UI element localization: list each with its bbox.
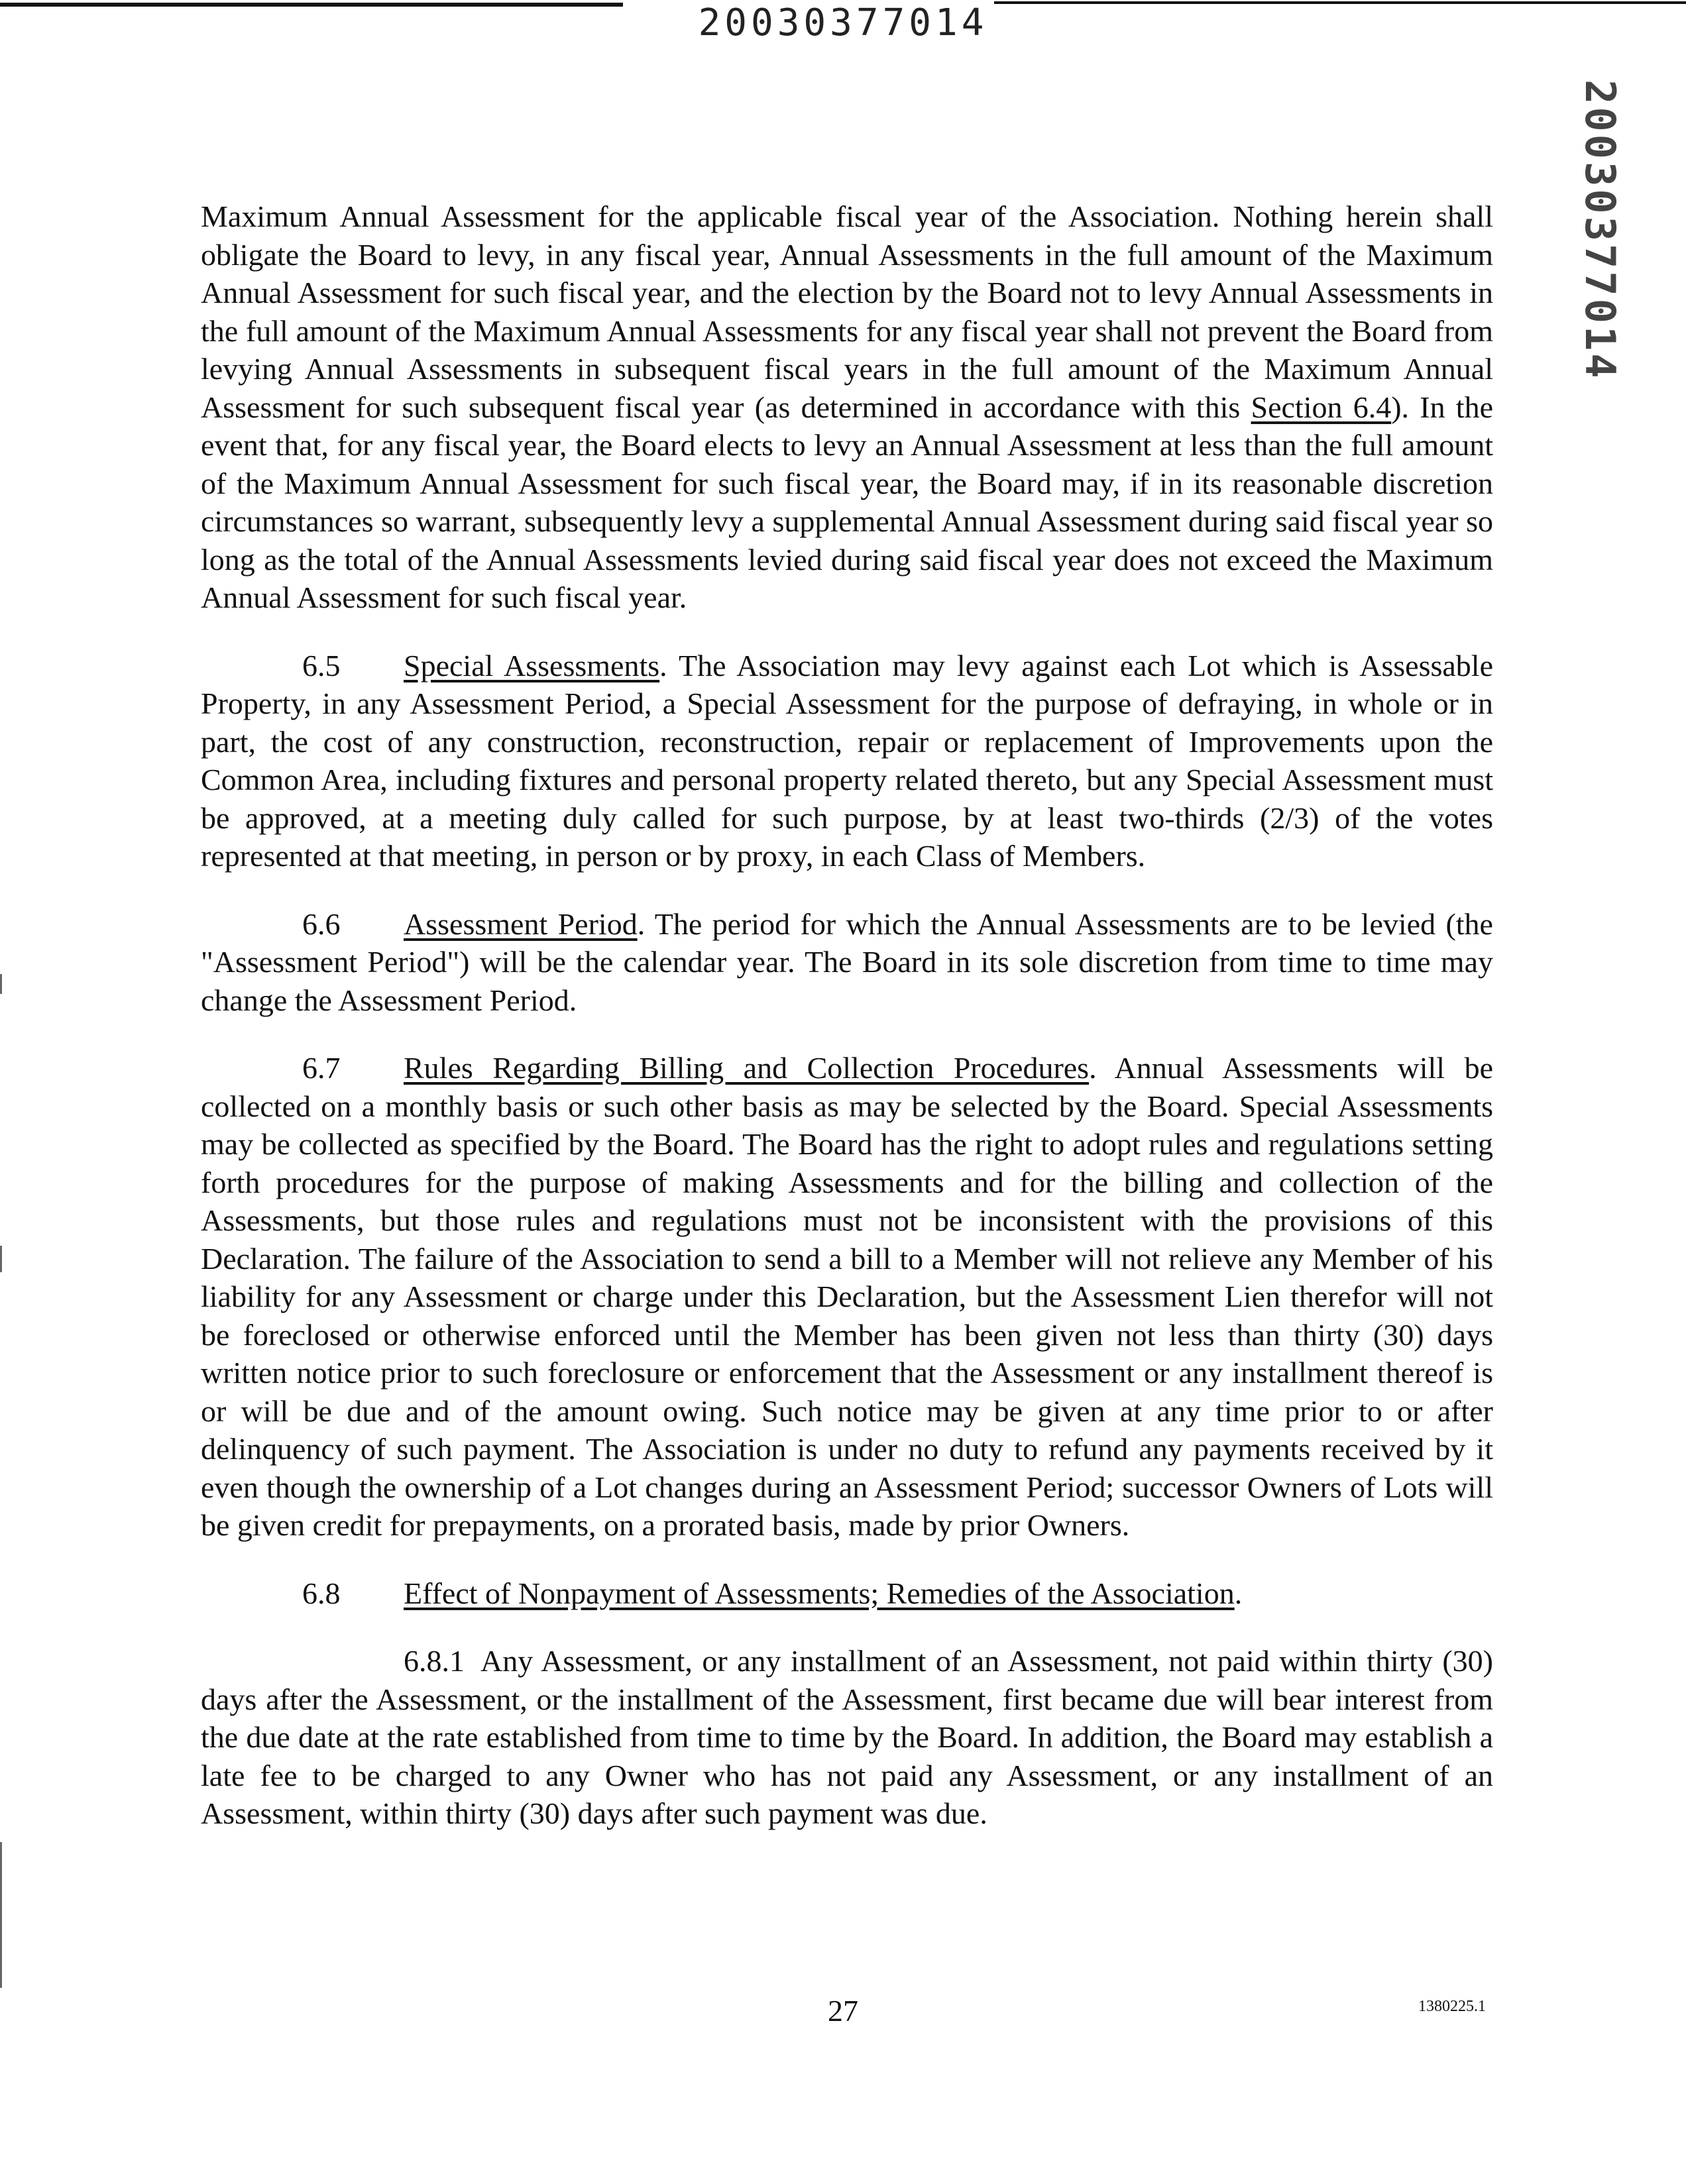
scan-edge-mark xyxy=(0,1842,2,1988)
page-number: 27 xyxy=(828,1994,858,2028)
document-code: 1380225.1 xyxy=(1418,1998,1486,2015)
section-6-8 xyxy=(201,1574,1493,1613)
section-body: . The Association may levy against each Lot which is Assessable Property, in any Assessment Period, a Special Assessment for the purpose of defraying, in whole or in part, the cost of any construction, reconstruction, repair or replacement of Improvements upon the Common Area, including fixtures and personal property related thereto, but any Special Assessment must be approved, at a meeting duly called for such purpose, by at least two-thirds (2/3) of the votes represented at that meeting, in person or by proxy, in each Class of Members. xyxy=(201,648,1493,873)
side-recording-stamp: 20030377014 xyxy=(1576,80,1624,381)
continuation-paragraph xyxy=(201,197,1493,617)
section-body: . Annual Assessments will be collected on a monthly basis or such other basis as may be selected by the Board. Special Assessments may be collected as specified by the Board. The Board has the right to adopt rules and regulations setting forth procedures for the purpose of making Assessments and for the billing and collection of the Assessments, but those rules and regulations must not be inconsistent with the provisions of this Declaration. The failure of the Association to send a bill to a Member will not relieve any Member of his liability for any Assessment or charge under this Declaration, but the Assessment Lien therefor will not be foreclosed or otherwise enforced until the Member has been given not less than thirty (30) days written notice prior to such foreclosure or enforcement that the Assessment or any installment thereof is or will be due and of the amount owing. Such notice may be given at any time prior to or after delinquency of such payment. The Association is under no duty to refund any payments received by it even though the ownership of a Lot changes during an Assessment Period; successor Owners of Lots will be given credit for prepayments, on a prorated basis, made by prior Owners. xyxy=(201,1051,1493,1542)
section-heading: Assessment Period xyxy=(404,906,638,941)
section-reference: Section 6.4 xyxy=(1251,390,1392,424)
section-heading: Effect of Nonpayment of Assessments; Remedies of the Association xyxy=(404,1576,1235,1610)
section-6-7 xyxy=(201,1049,1493,1545)
subsection-body: Any Assessment, or any installment of an Assessment, not paid within thirty (30) days after the Assessment, or the installment of the Assessment, first became due will bear interest from the due date at the rate established from time to time by the Board. In addition, the Board may establish a late fee to be charged to any Owner who has not paid any Assessment, or any installment of an Assessment, within thirty (30) days after such payment was due. xyxy=(201,1644,1493,1830)
section-number: 6.6 xyxy=(302,906,341,941)
section-body: . xyxy=(1234,1576,1243,1610)
subsection-6-8-1 xyxy=(201,1642,1493,1833)
section-body: . The period for which the Annual Assessments are to be levied (the "Assessment Period") will be the calendar year. The Board in its sole discretion from time to time may change the Assessment Period. xyxy=(201,906,1493,1017)
document-body xyxy=(201,197,1493,1863)
section-6-5 xyxy=(201,647,1493,875)
section-heading: Rules Regarding Billing and Collection Procedures xyxy=(404,1051,1090,1085)
recording-number: 20030377014 xyxy=(698,1,988,44)
subsection-number: 6.8.1 xyxy=(404,1644,465,1678)
continuation-text-2: ). In the event that, for any fiscal year, the Board elects to levy an Annual Assessment at less than the full amount of the Maximum Annual Assessment for such fiscal year, the Board may, if in its reasonable discretion circumstances so warrant, subsequently levy a supplemental Annual Assessment during said fiscal year so long as the total of the Annual Assessments levied during said fiscal year does not exceed the Maximum Annual Assessment for such fiscal year. xyxy=(201,390,1494,614)
section-number: 6.5 xyxy=(302,648,341,682)
section-number: 6.7 xyxy=(302,1051,341,1085)
section-number: 6.8 xyxy=(302,1576,341,1610)
scan-edge-mark xyxy=(0,1246,2,1272)
section-heading: Special Assessments xyxy=(404,648,660,682)
continuation-text-1: Maximum Annual Assessment for the applicable fiscal year of the Association. Nothing herein shall obligate the Board to levy, in any fiscal year, Annual Assessments in the full amount of the Maximum Annual Assessment for such fiscal year, and the election by the Board not to levy Annual Assessments in the full amount of the Maximum Annual Assessments for any fiscal year shall not prevent the Board from levying Annual Assessments in subsequent fiscal years in the full amount of the Maximum Annual Assessment for such subsequent fiscal year (as determined in accordance with this xyxy=(201,199,1493,424)
section-6-6 xyxy=(201,905,1493,1020)
scan-edge-mark xyxy=(0,974,2,994)
